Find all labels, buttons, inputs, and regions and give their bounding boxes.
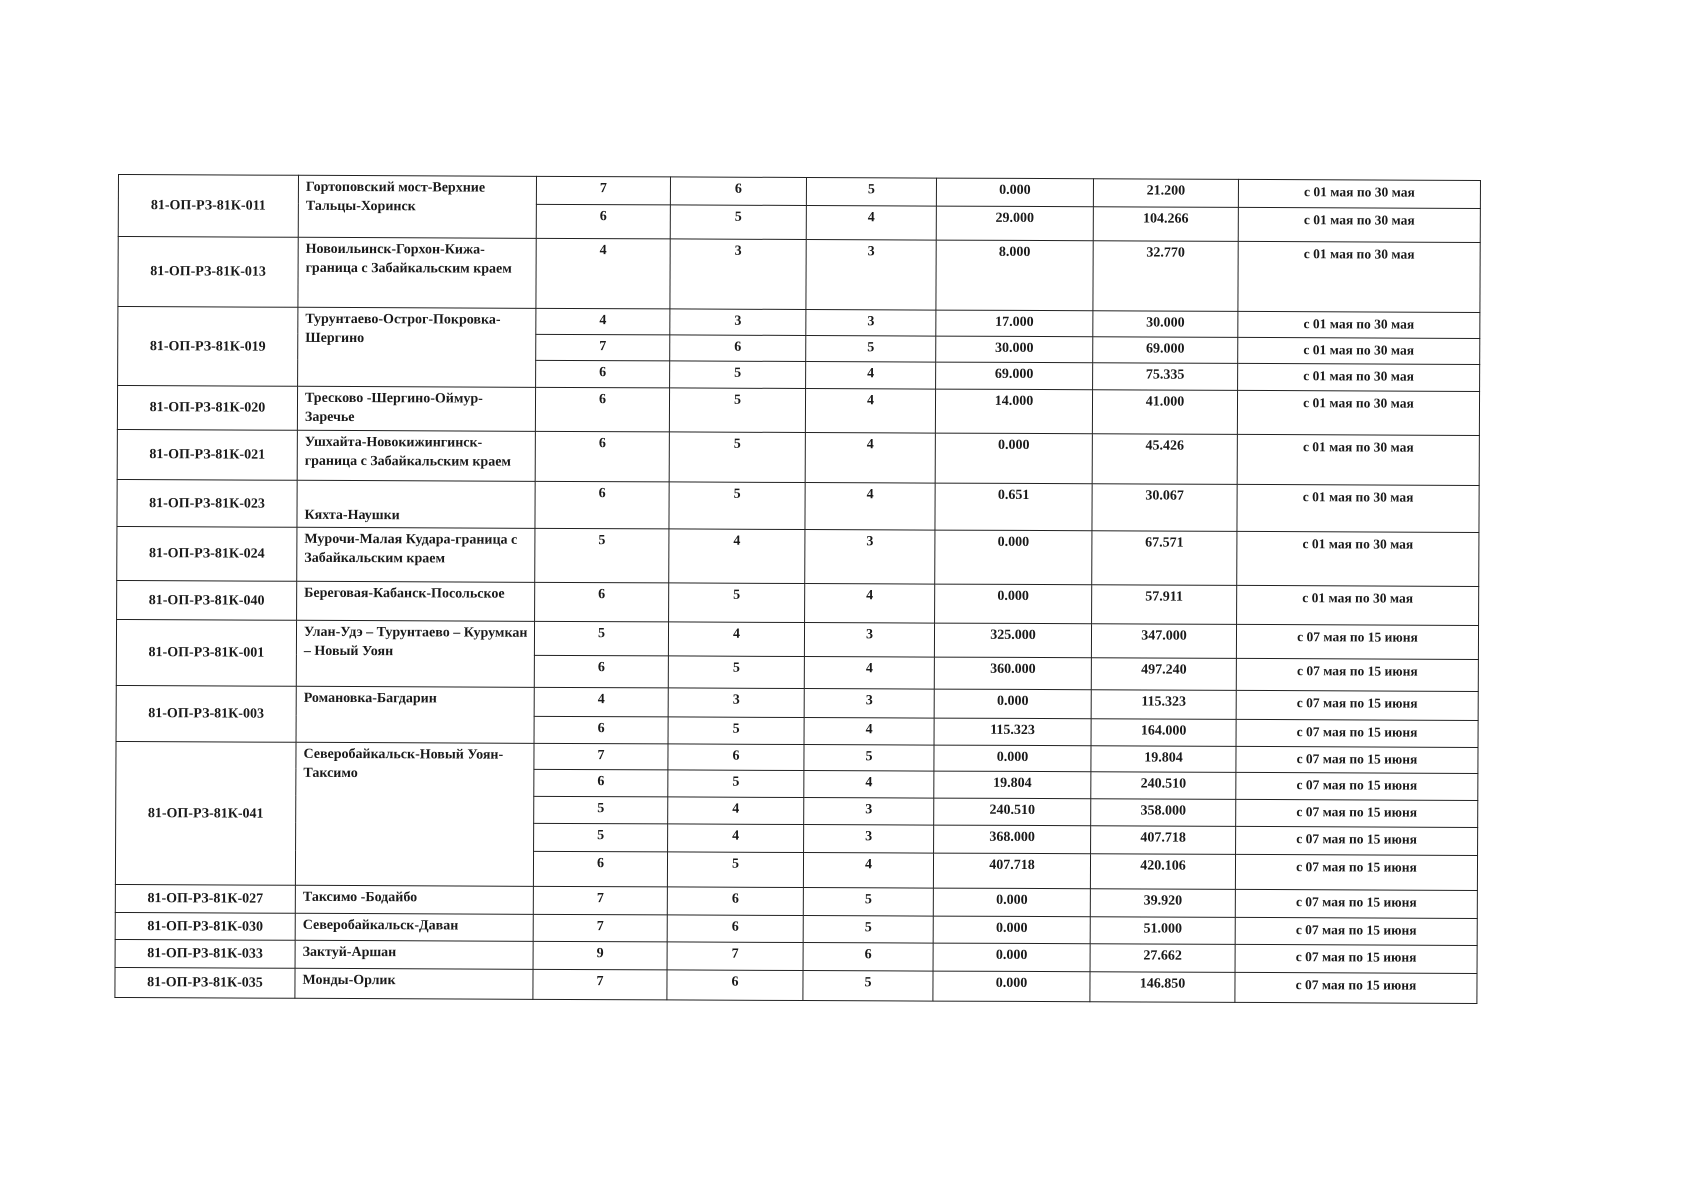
road-name: Береговая-Кабанск-Посольское [297, 581, 535, 621]
km-from: 0.000 [934, 745, 1091, 772]
load-limit-a: 6 [670, 335, 806, 362]
load-limit-b: 4 [804, 770, 934, 798]
km-to: 45.426 [1092, 434, 1237, 485]
restriction-period: с 01 мая по 30 мая [1238, 207, 1480, 242]
load-limit-a: 4 [668, 824, 804, 853]
load-limit-b: 4 [805, 389, 935, 434]
km-from: 0.000 [936, 178, 1093, 207]
km-from: 115.323 [934, 718, 1091, 746]
km-to: 19.804 [1091, 746, 1236, 773]
table-row [116, 619, 1478, 659]
restriction-period: с 07 мая по 15 июня [1235, 944, 1477, 973]
road-code: 81-ОП-РЗ-81К-033 [115, 939, 295, 968]
load-limit-a: 5 [669, 482, 805, 530]
load-limit-a: 6 [667, 915, 803, 943]
km-to: 57.911 [1092, 585, 1237, 625]
restriction-period: с 07 мая по 15 июня [1235, 854, 1477, 890]
road-code: 81-ОП-РЗ-81К-013 [118, 237, 298, 308]
road-name: Тресково -Шергино-Оймур-Заречье [297, 386, 535, 431]
road-code: 81-ОП-РЗ-81К-040 [117, 580, 297, 620]
restriction-period: с 07 мая по 15 июня [1236, 746, 1478, 773]
axle-load-value: 6 [536, 360, 670, 388]
load-limit-b: 4 [805, 433, 935, 484]
km-to: 30.067 [1092, 484, 1237, 532]
axle-load-value: 6 [535, 431, 669, 482]
load-limit-b: 5 [806, 336, 936, 363]
road-code: 81-ОП-РЗ-81К-001 [116, 619, 296, 686]
load-limit-a: 5 [668, 770, 804, 798]
restriction-period: с 01 мая по 30 мая [1238, 337, 1480, 364]
road-name: Улан-Удэ – Турунтаево – Курумкан – Новый Уоян [296, 620, 534, 687]
axle-load-value: 5 [535, 528, 669, 583]
restriction-period: с 01 мая по 30 мая [1237, 434, 1479, 485]
load-limit-b: 5 [803, 887, 933, 916]
restriction-period: с 07 мая по 15 июня [1236, 719, 1478, 747]
restriction-period: с 01 мая по 30 мая [1238, 241, 1480, 312]
axle-load-value: 7 [533, 969, 667, 1000]
road-name: Новоильинск-Горхон-Кижа-граница с Забайкальским краем [298, 237, 536, 308]
km-to: 420.106 [1090, 854, 1235, 890]
load-limit-b: 4 [803, 852, 933, 888]
load-limit-a: 5 [668, 656, 804, 689]
load-limit-a: 5 [669, 432, 805, 483]
load-limit-b: 5 [803, 915, 933, 943]
axle-load-value: 5 [534, 796, 668, 824]
km-from: 407.718 [933, 853, 1090, 889]
table-row [116, 685, 1478, 720]
road-code: 81-ОП-РЗ-81К-035 [115, 967, 295, 998]
table-row [117, 526, 1479, 586]
km-from: 69.000 [936, 362, 1093, 390]
road-name: Монды-Орлик [295, 968, 533, 999]
load-limit-b: 3 [804, 688, 934, 718]
restriction-period: с 07 мая по 15 июня [1235, 917, 1477, 945]
km-to: 497.240 [1091, 658, 1236, 691]
table-row [117, 429, 1479, 485]
km-from: 0.000 [935, 530, 1092, 585]
load-limit-a: 5 [669, 583, 805, 623]
load-limit-b: 4 [806, 362, 936, 390]
km-to: 358.000 [1091, 799, 1236, 827]
km-to: 75.335 [1093, 363, 1238, 391]
road-name: Турунтаево-Острог-Покровка-Шергино [298, 307, 536, 387]
load-limit-a: 5 [668, 717, 804, 745]
load-limit-b: 3 [804, 797, 934, 825]
road-code: 81-ОП-РЗ-81К-041 [115, 741, 296, 885]
load-limit-b: 3 [805, 530, 935, 585]
axle-load-value: 6 [536, 204, 670, 239]
load-limit-a: 4 [668, 622, 804, 657]
km-from: 19.804 [934, 771, 1091, 799]
load-limit-b: 5 [803, 970, 933, 1001]
road-code: 81-ОП-РЗ-81К-020 [117, 386, 297, 431]
axle-load-value: 7 [536, 334, 670, 361]
table-row [118, 175, 1480, 209]
axle-load-value: 6 [535, 582, 669, 622]
km-to: 41.000 [1092, 390, 1237, 435]
axle-load-value: 6 [535, 481, 669, 529]
restriction-period: с 07 мая по 15 июня [1236, 826, 1478, 855]
load-limit-a: 5 [670, 361, 806, 389]
load-limit-a: 6 [668, 744, 804, 771]
road-code: 81-ОП-РЗ-81К-027 [115, 884, 295, 913]
restriction-period: с 07 мая по 15 июня [1236, 772, 1478, 800]
road-code: 81-ОП-РЗ-81К-021 [117, 429, 297, 480]
restriction-period: с 07 мая по 15 июня [1236, 690, 1478, 720]
restriction-period: с 07 мая по 15 июня [1236, 799, 1478, 827]
km-to: 407.718 [1091, 826, 1236, 855]
table-row [115, 967, 1477, 1003]
load-limit-b: 3 [806, 310, 936, 337]
road-code: 81-ОП-РЗ-81К-019 [118, 307, 298, 387]
axle-load-value: 4 [534, 687, 668, 717]
restriction-period: с 07 мая по 15 июня [1236, 624, 1478, 659]
road-code: 81-ОП-РЗ-81К-024 [117, 526, 297, 581]
km-to: 51.000 [1090, 917, 1235, 945]
km-to: 104.266 [1093, 207, 1238, 242]
axle-load-value: 6 [534, 769, 668, 797]
km-from: 0.651 [935, 483, 1092, 531]
axle-load-value: 7 [533, 886, 667, 915]
table-row [117, 386, 1479, 436]
km-from: 0.000 [935, 433, 1092, 484]
road-code: 81-ОП-РЗ-81К-011 [118, 175, 298, 238]
load-limit-b: 4 [804, 717, 934, 745]
load-limit-b: 3 [804, 824, 934, 853]
axle-load-value: 7 [533, 914, 667, 942]
road-code: 81-ОП-РЗ-81К-030 [115, 912, 295, 940]
axle-load-value: 5 [534, 823, 668, 852]
km-from: 8.000 [936, 240, 1093, 311]
km-from: 368.000 [934, 825, 1091, 854]
load-limit-b: 5 [806, 178, 936, 207]
load-limit-b: 4 [805, 483, 935, 531]
restriction-period: с 07 мая по 15 июня [1235, 972, 1477, 1003]
km-from: 17.000 [936, 310, 1093, 337]
axle-load-value: 7 [534, 743, 668, 770]
load-limit-a: 5 [669, 388, 805, 433]
axle-load-value: 4 [536, 238, 670, 309]
load-limit-b: 3 [804, 622, 934, 657]
restriction-period: с 01 мая по 30 мая [1237, 390, 1479, 435]
load-limit-a: 3 [668, 688, 804, 718]
load-limit-a: 3 [670, 309, 806, 336]
road-name: Гортоповский мост-Верхние Тальцы-Хоринск [298, 175, 536, 238]
axle-load-value: 5 [534, 621, 668, 656]
load-limit-a: 6 [670, 177, 806, 206]
axle-load-value: 9 [533, 941, 667, 970]
load-limit-b: 4 [804, 656, 934, 689]
km-from: 29.000 [936, 206, 1093, 241]
km-to: 27.662 [1090, 944, 1235, 973]
km-to: 146.850 [1090, 972, 1235, 1003]
axle-load-value: 7 [536, 176, 670, 205]
km-to: 240.510 [1091, 772, 1236, 800]
axle-load-value: 6 [535, 387, 669, 432]
table-row [117, 479, 1479, 532]
axle-load-value: 4 [536, 308, 670, 335]
road-name: Зактуй-Аршан [295, 940, 533, 969]
road-name: Северобайкальск-Новый Уоян-Таксимо [295, 742, 534, 886]
km-from: 14.000 [935, 389, 1092, 434]
restriction-period: с 01 мая по 30 мая [1238, 179, 1480, 208]
km-from: 0.000 [935, 584, 1092, 624]
restriction-period: с 01 мая по 30 мая [1238, 363, 1480, 391]
km-from: 0.000 [933, 916, 1090, 944]
road-restrictions-table [114, 174, 1481, 1004]
road-name: Кяхта-Наушки [297, 480, 535, 528]
km-from: 0.000 [934, 689, 1091, 719]
km-to: 30.000 [1093, 311, 1238, 338]
km-to: 32.770 [1093, 241, 1238, 312]
km-from: 240.510 [934, 798, 1091, 826]
km-from: 0.000 [933, 943, 1090, 972]
load-limit-b: 6 [803, 942, 933, 971]
restriction-period: с 01 мая по 30 мая [1237, 585, 1479, 625]
axle-load-value: 6 [534, 655, 668, 688]
km-to: 347.000 [1091, 624, 1236, 659]
km-from: 0.000 [933, 888, 1090, 917]
load-limit-a: 6 [667, 887, 803, 916]
km-to: 67.571 [1092, 531, 1237, 586]
axle-load-value: 6 [533, 851, 667, 887]
km-from: 325.000 [934, 623, 1091, 658]
km-from: 30.000 [936, 336, 1093, 363]
load-limit-b: 4 [805, 584, 935, 624]
restriction-period: с 01 мая по 30 мая [1237, 531, 1479, 586]
km-from: 360.000 [934, 657, 1091, 690]
load-limit-b: 4 [806, 206, 936, 241]
restriction-period: с 07 мая по 15 июня [1235, 889, 1477, 918]
load-limit-a: 5 [670, 205, 806, 240]
load-limit-a: 6 [667, 970, 803, 1001]
load-limit-a: 3 [670, 239, 806, 310]
load-limit-a: 5 [667, 852, 803, 888]
road-name: Ушхайта-Новокижингинск-граница с Забайкальским краем [297, 430, 535, 481]
restriction-period: с 07 мая по 15 июня [1236, 658, 1478, 691]
load-limit-b: 3 [806, 240, 936, 311]
km-to: 39.920 [1090, 889, 1235, 918]
table-row [117, 580, 1479, 625]
restriction-period: с 01 мая по 30 мая [1237, 484, 1479, 532]
road-code: 81-ОП-РЗ-81К-003 [116, 685, 296, 742]
km-to: 115.323 [1091, 690, 1236, 720]
axle-load-value: 6 [534, 716, 668, 744]
table-row [116, 741, 1478, 773]
road-name: Северобайкальск-Даван [295, 913, 533, 941]
road-name: Мурочи-Малая Кудара-граница с Забайкальским краем [297, 527, 535, 582]
road-name: Таксимо -Бодайбо [295, 885, 533, 914]
restriction-period: с 01 мая по 30 мая [1238, 311, 1480, 338]
table-row [118, 237, 1480, 313]
load-limit-a: 4 [668, 797, 804, 825]
load-limit-b: 5 [804, 744, 934, 771]
km-to: 69.000 [1093, 337, 1238, 364]
km-from: 0.000 [933, 971, 1090, 1002]
road-name: Романовка-Багдарин [296, 686, 534, 743]
table-row [118, 307, 1480, 339]
load-limit-a: 7 [667, 942, 803, 971]
road-code: 81-ОП-РЗ-81К-023 [117, 479, 297, 527]
km-to: 21.200 [1093, 179, 1238, 208]
km-to: 164.000 [1091, 719, 1236, 747]
load-limit-a: 4 [669, 529, 805, 584]
